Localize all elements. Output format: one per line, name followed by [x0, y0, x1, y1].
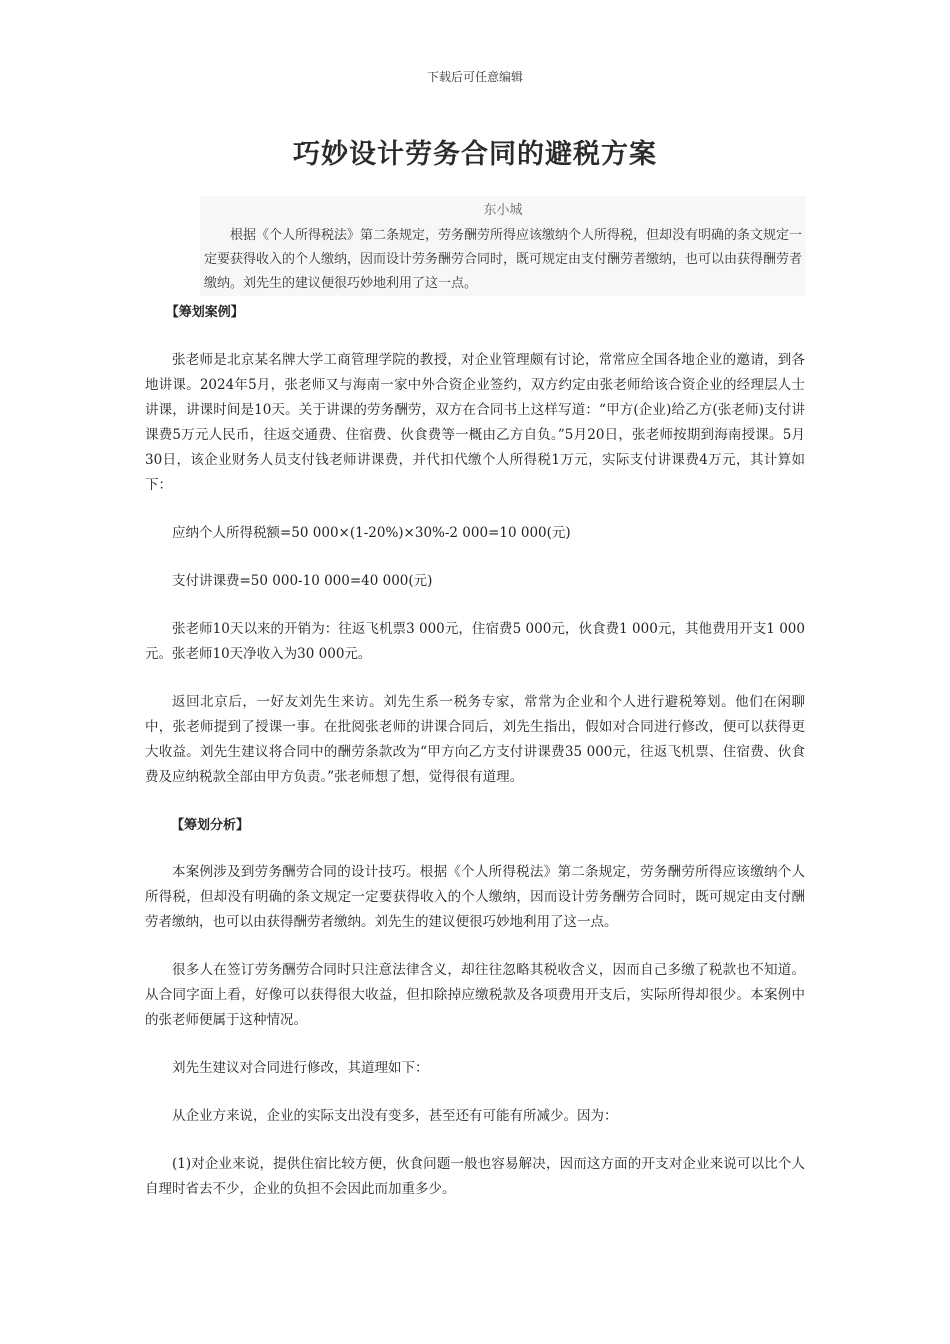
document-title: 巧妙设计劳务合同的避税方案 — [293, 139, 657, 170]
author-name: 东小城 — [483, 203, 523, 218]
abstract-box — [200, 196, 806, 296]
analysis-paragraph-5: (1)对企业来说，提供住宿比较方便，伙食问题一般也容易解决，因而这方面的开支对企业来说可以比个人自理时省去不少，企业的负担不会因此而加重多少。 — [145, 1156, 805, 1197]
case-paragraph-1: 张老师是北京某名牌大学工商管理学院的教授，对企业管理颇有讨论，常常应全国各地企业的邀请，到各地讲课。2024年5月，张老师又与海南一家中外合资企业签约，双方约定由张老师给该合资企业的经理层人士讲课，讲课时间是10天。关于讲课的劳务酬劳，双方在合同书上这样写道：“甲方(企业)给乙方(张老师)支付讲课费5万元人民币，往返交通费、住宿费、伙食费等一概由乙方自负。”5月20日，张老师按期到海南授课。5月30日，该企业财务人员支付钱老师讲课费，并代扣代缴个人所得税1万元，实际支付讲课费4万元，其计算如下： — [145, 352, 805, 493]
formula-tax: 应纳个人所得税额=50 000×(1-20%)×30%-2 000=10 000(元) — [172, 525, 571, 541]
section-heading-analysis: 【筹划分析】 — [171, 818, 250, 833]
case-paragraph-3: 返回北京后，一好友刘先生来访。刘先生系一税务专家，常常为企业和个人进行避税筹划。他们在闲聊中，张老师提到了授课一事。在批阅张老师的讲课合同后，刘先生指出，假如对合同进行修改，便可以获得更大收益。刘先生建议将合同中的酬劳条款改为“甲方向乙方支付讲课费35 000元，往返飞机票、住宿费、伙食费及应纳税款全部由甲方负责。”张老师想了想，觉得很有道理。 — [145, 694, 805, 785]
header-note: 下载后可任意编辑 — [426, 70, 523, 84]
article-body — [145, 300, 805, 1225]
analysis-paragraph-3: 刘先生建议对合同进行修改，其道理如下： — [172, 1060, 429, 1076]
analysis-paragraph-2: 很多人在签订劳务酬劳合同时只注意法律含义，却往往忽略其税收含义，因而自己多缴了税款也不知道。从合同字面上看，好像可以获得很大收益，但扣除掉应缴税款及各项费用开支后，实际所得却很少。本案例中的张老师便属于这种情况。 — [145, 962, 805, 1028]
formula-fee: 支付讲课费=50 000-10 000=40 000(元) — [172, 573, 433, 589]
analysis-paragraph-4: 从企业方来说，企业的实际支出没有变多，甚至还有可能有所减少。因为： — [172, 1108, 618, 1124]
analysis-paragraph-1: 本案例涉及到劳务酬劳合同的设计技巧。根据《个人所得税法》第二条规定，劳务酬劳所得应该缴纳个人所得税，但却没有明确的条文规定一定要获得收入的个人缴纳，因而设计劳务酬劳合同时，既可规定由支付酬劳者缴纳，也可以由获得酬劳者缴纳。刘先生的建议便很巧妙地利用了这一点。 — [145, 864, 805, 930]
abstract-text: 根据《个人所得税法》第二条规定，劳务酬劳所得应该缴纳个人所得税，但却没有明确的条文规定一定要获得收入的个人缴纳，因而设计劳务酬劳合同时，既可规定由支付酬劳者缴纳，也可以由获得酬劳者缴纳。刘先生的建议便很巧妙地利用了这一点。 — [204, 228, 803, 291]
case-paragraph-2: 张老师10天以来的开销为：往返飞机票3 000元，住宿费5 000元，伙食费1 000元，其他费用开支1 000元。张老师10天净收入为30 000元。 — [145, 621, 805, 662]
section-heading-case: 【筹划案例】 — [165, 305, 244, 320]
